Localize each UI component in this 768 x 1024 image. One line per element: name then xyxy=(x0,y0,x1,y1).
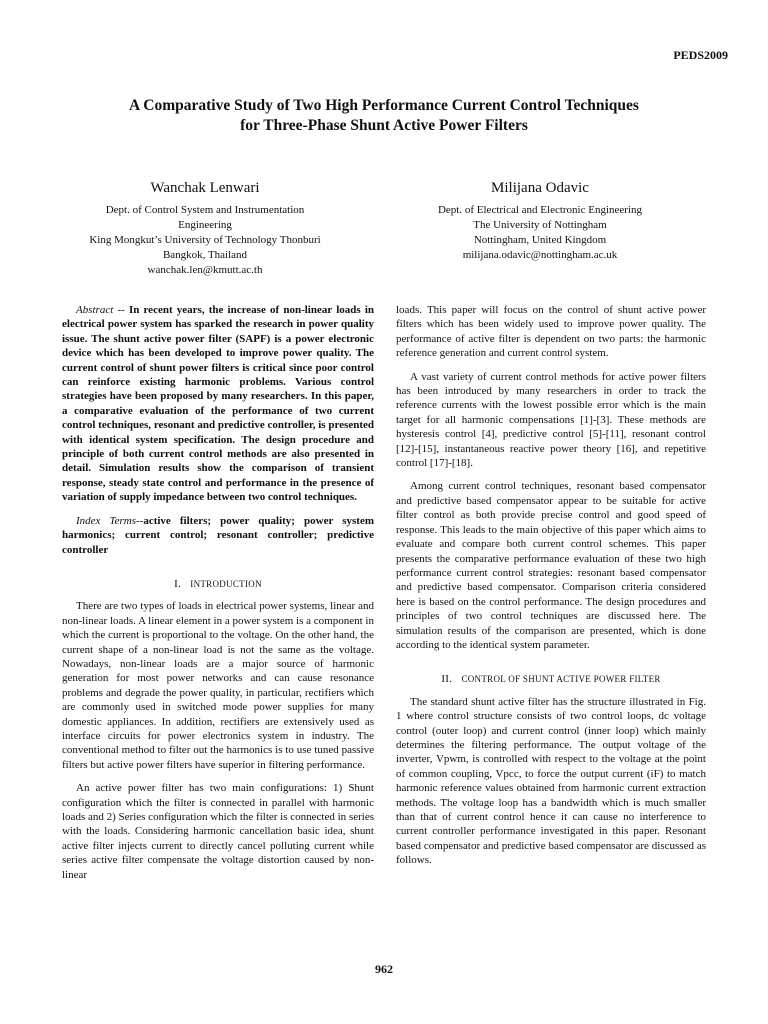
section-heading-control xyxy=(396,672,706,686)
conference-label: PEDS2009 xyxy=(673,48,728,62)
author-dept: Dept. of Control System and Instrumentation xyxy=(105,204,305,216)
title-line-2: for Three-Phase Shunt Active Power Filters xyxy=(240,117,528,134)
paragraph: loads. This paper will focus on the control of shunt active power filters which has been widely used to improve power quality. The performance of active filter is dependent on two parts: the harmonic reference generation and current control system. xyxy=(396,304,706,360)
paragraph: An active power filter has two main configurations: 1) Shunt configuration which the filter is connected in parallel with harmonic loads and 2) Series configuration which the filter is connected in series with the loads. Considering harmonic cancellation basic idea, shunt active filter injects current to directly cancel polluting current while series active filter compensate the voltage distortion caused by non-linear xyxy=(62,782,374,881)
section-numeral: I. xyxy=(174,577,182,590)
section-heading-introduction xyxy=(62,577,374,591)
author-email: milijana.odavic@nottingham.ac.uk xyxy=(462,249,618,261)
paragraph: Among current control techniques, resonant based compensator and predictive based compensator appear to be suitable for active filter control as both provide precise control and good speed of response. This leads to the main objective of this paper which aims to evaluate and compare both current control schemes. This paper presents the comparative performance evaluation of these two high performance current control strategies: resonant based compensator and predictive based compensator. Comparison criteria considered here is based on the control performance. The design procedures and principles of two control techniques are discussed here. The simulation results of the comparison are presented, which is done according to the identical system parameter. xyxy=(396,480,706,651)
paragraph: A vast variety of current control methods for active power filters has been introduced by many researchers in order to track the reference currents with the lowest possible error which is the main target for all harmonic compensations [1]-[3]. These methods are hysteresis control [4], predictive control [5]-[11], resonant control [12]-[15], instantaneous reactive power theory [16], and repetitive control [17]-[18]. xyxy=(396,370,706,470)
author-location: Bangkok, Thailand xyxy=(162,249,248,261)
page-number: 962 xyxy=(375,962,393,976)
paragraph: There are two types of loads in electrical power systems, linear and non-linear loads. A linear element in a power system is a component in which the current is proportional to the voltage. On the other hand, the current shape of a non-linear load is not the same as the voltage. Nowadays, non-linear loads are a major source of harmonic generation for most power networks and can cause resonance problems and degrade the power quality, in particular, rectifiers which are commonly used in switched mode power supplies for many domestic appliances. In addition, rectifiers are extensively used as interface circuits for power electronics system in industry. The conventional method to filter out the harmonics is to use tuned passive filters but active power filters have superior in filtering performance. xyxy=(62,600,374,771)
index-terms xyxy=(62,514,374,557)
abstract xyxy=(62,303,374,505)
section-title: CONTROL OF SHUNT ACTIVE POWER FILTER xyxy=(461,674,661,685)
author-name: Milijana Odavic xyxy=(491,180,589,196)
paper-title xyxy=(40,96,728,136)
author-dept: Engineering xyxy=(178,219,232,231)
section-title: INTRODUCTION xyxy=(190,578,262,589)
author-location: Nottingham, United Kingdom xyxy=(473,234,607,246)
index-terms-label: Index Terms-- xyxy=(76,514,144,527)
abstract-label: Abstract -- xyxy=(76,304,125,316)
author-block-2 xyxy=(415,178,665,263)
author-email: wanchak.len@kmutt.ac.th xyxy=(147,264,263,276)
section-numeral: II. xyxy=(441,673,453,686)
left-column xyxy=(62,303,374,882)
author-name: Wanchak Lenwari xyxy=(150,180,260,196)
author-block-1 xyxy=(60,178,350,278)
paragraph: The standard shunt active filter has the structure illustrated in Fig. 1 where control structure consists of two control loops, dc voltage control (outer loop) and current control (inner loop) which mainly determines the filtering performance. The output voltage of the inverter, Vpwm, is controlled with respect to the voltage at the point of common coupling, Vpcc, to force the output current (iF) to match harmonic reference values obtained from harmonic current extraction methods. The voltage loop has a bandwidth which is much smaller than that of current control hence it can cause no interference to current controller performance investigated in this paper. Resonant based compensator and predictive based compensator are discussed as follows. xyxy=(396,695,706,867)
author-dept: Dept. of Electrical and Electronic Engineering xyxy=(437,204,643,216)
author-university: The University of Nottingham xyxy=(473,219,607,231)
abstract-text: In recent years, the increase of non-linear loads in electrical power system has sparked the research in power quality issue. The shunt active power filter (SAPF) is a power electronic device which has been developed to improve power quality. The current control of shunt power filters is critical since poor control can reinforce existing harmonic problems. Various control strategies have been proposed by many researchers. In this paper, a comparative evaluation of the performance of two current control techniques, resonant and predictive controller, is presented with identical system specification. The design procedure and principle of both current control methods are also presented in detail. Simulation results show the comparison of transient response, steady state control and performance in the presence of variation of supply impedance between two control techniques. xyxy=(62,304,374,504)
right-column xyxy=(396,303,706,868)
title-line-1: A Comparative Study of Two High Performance Current Control Techniques xyxy=(129,97,639,114)
index-terms-text: active filters; power quality; power system harmonics; current control; resonant controller; predictive controller xyxy=(62,514,374,556)
author-university: King Mongkut’s University of Technology Thonburi xyxy=(89,234,321,246)
